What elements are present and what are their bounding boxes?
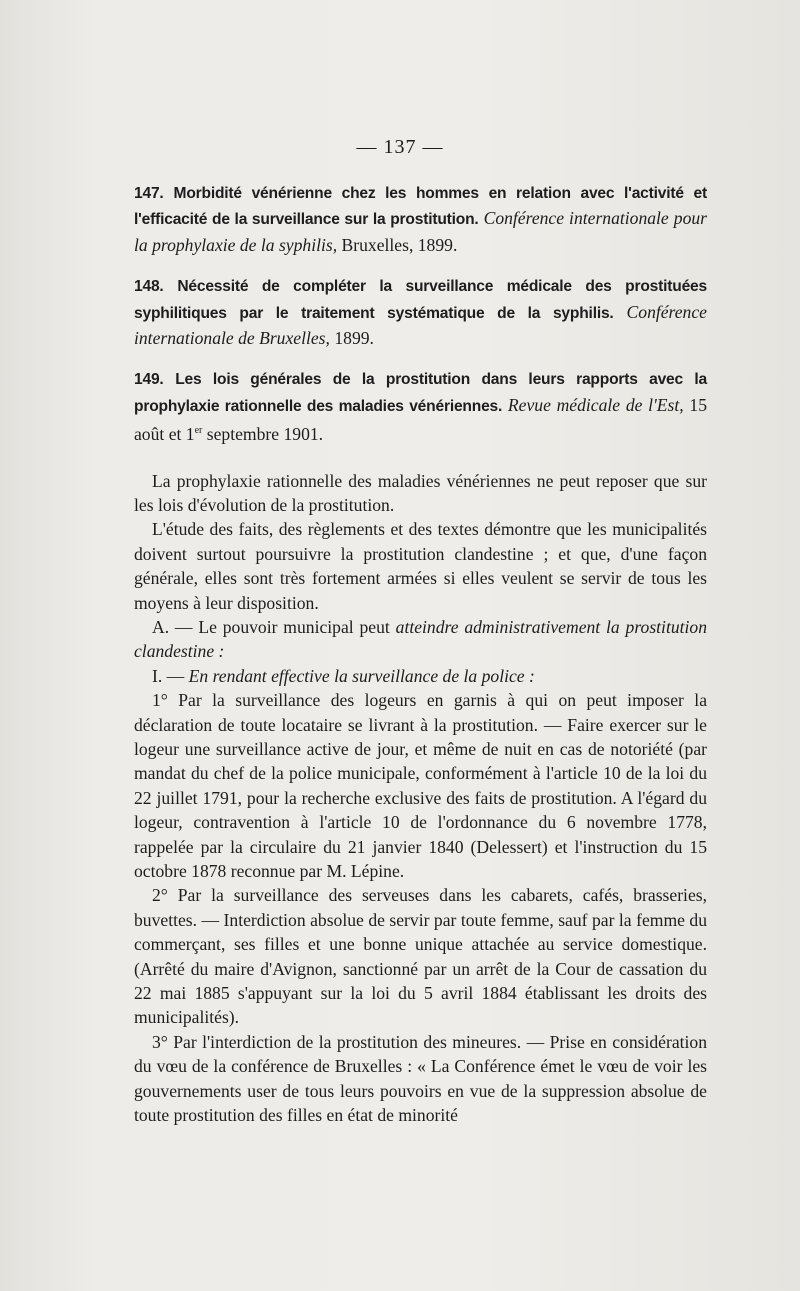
entry-title: Morbidité vénérienne chez les hommes en relation avec l'activité et l'efficacité de la surveillance sur la prostitution. (134, 185, 707, 229)
bibliography-entry-148 (134, 273, 707, 350)
entry-title: Nécessité de compléter la surveillance médicale des prostituées syphilitiques par le traitement systématique de la syphilis. (134, 278, 707, 322)
entry-number: 147. (134, 185, 164, 202)
bibliography-entry-147 (134, 180, 707, 257)
page-number: — 137 — (356, 136, 444, 158)
entry-date-end: septembre 1901. (206, 424, 324, 445)
paragraph-etude: L'étude des faits, des règlements et des textes démontre que les municipalités doivent surtout poursuivre la prostitution clandestine ; et que, d'une façon générale, elles sont très fortement armées si elles veulent se servir de tous les moyens à leur disposition. (134, 519, 707, 613)
bibliography-entry-149 (134, 366, 707, 446)
paragraph-logeurs: 1° Par la surveillance des logeurs en garnis à qui on peut imposer la déclaration de toute locataire se livrant à la prostitution. — Faire exercer sur le logeur une surveillance active de jour, et même de nuit en cas de notoriété (par mandat du chef de la police municipale, conformément à l'article 10 de la loi du 22 juillet 1791, pour la recherche exclusive des faits de prostitution. A l'égard du logeur, contravention à l'article 10 de l'ordonnance du 6 novembre 1778, rappelée par la circulaire du 21 janvier 1840 (Delessert) et l'instruction du 15 octobre 1878 reconnue par M. Lépine. (134, 690, 707, 882)
paragraph-prophylaxie: La prophylaxie rationnelle des maladies vénériennes ne peut reposer que sur les lois d'évolution de la prostitution. (134, 470, 707, 515)
paragraph-mineures: 3° Par l'interdiction de la prostitution des mineures. — Prise en considération du vœu de la conférence de Bruxelles : « La Conférence émet le vœu de voir les gouvernements user de tous leurs pouvoirs en vue de la suppression absolue de toute prostitution des filles en état de minorité (134, 1031, 707, 1126)
entry-source: Revue médicale de l'Est, (507, 394, 684, 415)
entry-number: 148. (134, 278, 164, 296)
page-text (134, 180, 707, 1127)
entry-source: Conférence internationale pour la prophylaxie de la syphilis, (134, 208, 708, 255)
section-i-lead: I. — (152, 665, 185, 686)
entry-date-superscript: er (194, 425, 203, 437)
entry-place-date: Bruxelles, 1899. (341, 234, 458, 255)
entry-source: Conférence internationale de Bruxelles, (134, 301, 707, 349)
body-text (134, 469, 707, 1128)
paragraph-section-i (134, 664, 707, 688)
paragraph-section-a (134, 615, 707, 664)
entry-date: 15 août et 1 (134, 394, 708, 445)
entry-place-date: 1899. (334, 328, 374, 349)
entry-title: Les lois générales de la prostitution dans leurs rapports avec la prophylaxie rationnelle des maladies vénériennes. (134, 371, 707, 415)
entry-number: 149. (134, 371, 164, 389)
section-a-lead: A. — Le pouvoir municipal peut (152, 616, 390, 637)
section-a-italic: atteindre administrativement la prostitution clandestine : (134, 616, 707, 662)
section-i-italic: En rendant effective la surveillance de la police : (188, 665, 535, 686)
paragraph-serveuses: 2° Par la surveillance des serveuses dans les cabarets, cafés, brasseries, buvettes. — Interdiction absolue de servir par toute femme, sauf par la femme du commerçant, ses filles et une bonne unique attachée au service domestique. (Arrêté du maire d'Avignon, sanctionné par un arrêt de la Cour de cassation du 22 mai 1885 s'appuyant sur la loi du 5 avril 1884 établissant les droits des municipalités). (134, 885, 707, 1028)
